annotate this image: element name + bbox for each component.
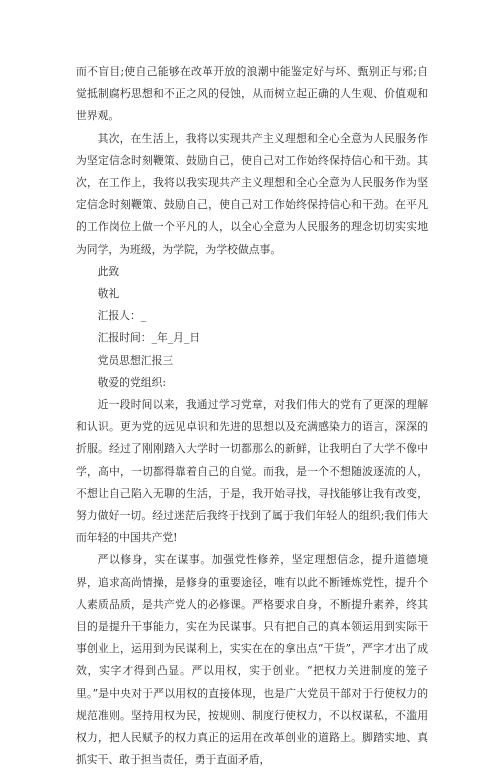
paragraph-secondly: 其次，在生活上，我将以实现共产主义理想和全心全意为人民服务作为坚定信念时刻鞭策、鼓励自己，使自己对工作始终保持信心和干劲。其次，在工作上，我将以我实现共产主义理想和全心全意为人民服务作为坚定信念时刻鞭策、鼓励自己，使自己对工作始终保持信心和干劲。在平凡的工作岗位上做一个平凡的人，以全心全意为人民服务的理念切切实实地为同学，为班级，为学院，为学校做点事。 — [76, 131, 428, 256]
reporter-line: 汇报人：_ — [97, 309, 147, 323]
section-title: 党员思想汇报三 — [97, 353, 174, 367]
paragraph-discipline: 严以修身，实在谋事。加强党性修养，坚定理想信念，提升道德境界，追求高尚情操，是修身的重要途径，唯有以此不断锤炼党性，提升个人素质品质，是共产党人的必修课。严格要求自身，不断提升素养，终其目的是提升干事能力，实在为民谋事。只有把自己的真本领运用到实际干事创业上，运用到为民谋利上，实实在在的拿出点“干货”，严字才出了成效，实字才得到凸显。严以用权，实于创业。“把权力关进制度的笼子里。”是中央对于严以用权的直接体现，也是广大党员干部对于行使权力的规范准则。坚持用权为民，按规则、制度行使权力，不以权谋私，不滥用权力，把人民赋予的权力真正的运用在改革创业的道路上。脚踏实地、真抓实干、敢于担当责任，勇于直面矛盾， — [76, 553, 428, 767]
document-body — [76, 61, 428, 772]
report-time-line: 汇报时间：_年_月_日 — [97, 331, 201, 345]
paragraph-study: 近一段时间以来，我通过学习党章，对我们伟大的党有了更深的理解和认识。更为党的远见卓识和先进的思想以及充满感染力的语言，深深的折服。经过了刚刚踏入大学时一切都那么的新鲜，让我明白了大学不像中学，高中，一切都得靠着自己的自觉。而我，是一个不想随波逐流的人，不想让自己陷入无聊的生活，于是，我开始寻找，寻找能够让我有改变，努力做好一切。经过迷茫后我终于找到了属于我们年轻人的组织;我们伟大而年轻的中国共产党! — [76, 398, 428, 545]
paragraph-continued: 而不盲目;使自己能够在改革开放的浪潮中能鉴定好与坏、甄别正与邪;自觉抵制腐朽思想和不正之风的侵蚀，从而树立起正确的人生观、价值观和世界观。 — [76, 65, 428, 123]
closing-line: 此致 — [97, 264, 120, 278]
salute-line: 敬礼 — [97, 287, 120, 301]
greeting-line: 敬爱的党组织: — [97, 375, 167, 389]
